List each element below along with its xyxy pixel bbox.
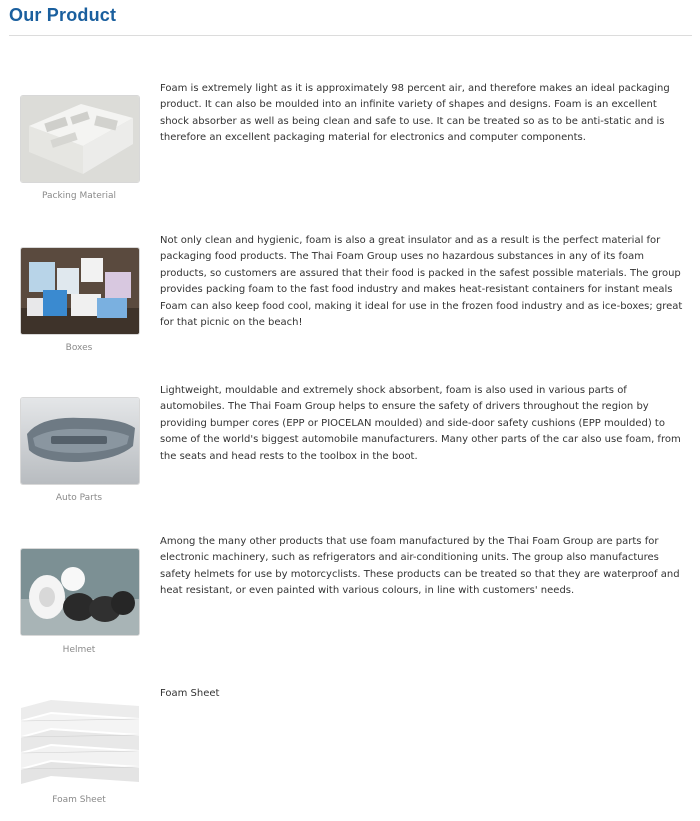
foam-sheet-image[interactable] xyxy=(20,699,140,787)
product-caption: Packing Material xyxy=(41,191,117,201)
product-caption: Auto Parts xyxy=(55,493,103,503)
product-description: Foam is extremely light as it is approximately 98 percent air, and therefore makes an ideal packaging product. It can also be moulded into an infinite variety of shapes and designs. Foam is an excellent shock absorber as well as being clean and safe to use. It can be treated so as to be anti-static and is therefore an excellent packaging material for electronics and computer components. xyxy=(160,83,670,144)
boxes-image[interactable] xyxy=(20,247,140,335)
product-description: Lightweight, mouldable and extremely shock absorbent, foam is also used in various parts of automobiles. The Thai Foam Group helps to ensure the safety of drivers throughout the region by providing bumper cores (EPP or PIOCELAN moulded) and side-door safety cushions (EPP moulded) to some of the world's biggest automobile manufacturers. Many other parts of the car also use foam, from the seats and head rests to the toolbox in the boot. xyxy=(160,385,681,462)
product-description: Foam Sheet xyxy=(160,688,220,699)
packing-material-image[interactable] xyxy=(20,95,140,183)
helmet-image[interactable] xyxy=(20,548,140,636)
product-caption: Helmet xyxy=(62,645,96,655)
page-title: Our Product xyxy=(9,5,117,25)
auto-parts-image[interactable] xyxy=(20,397,140,485)
product-caption: Foam Sheet xyxy=(52,795,106,805)
title-divider xyxy=(9,35,692,36)
product-caption: Boxes xyxy=(65,343,93,353)
product-description: Among the many other products that use foam manufactured by the Thai Foam Group are parts for electronic machinery, such as refrigerators and air-conditioning units. The group also manufactures safety helmets for use by motorcyclists. These products can be treated so that they are waterproof and heat resistant, or even painted with various colours, in line with customers' needs. xyxy=(160,536,680,597)
product-description: Not only clean and hygienic, foam is also a great insulator and as a result is the perfect material for packaging food products. The Thai Foam Group uses no hazardous substances in any of its foam products, so customers are assured that their food is packed in the safest possible materials. The group provides packing foam to the fast food industry and makes heat-resistant containers for instant meals Foam can also keep food cool, making it ideal for use in the frozen food industry and as ice-boxes; great for that picnic on the beach! xyxy=(160,235,683,329)
